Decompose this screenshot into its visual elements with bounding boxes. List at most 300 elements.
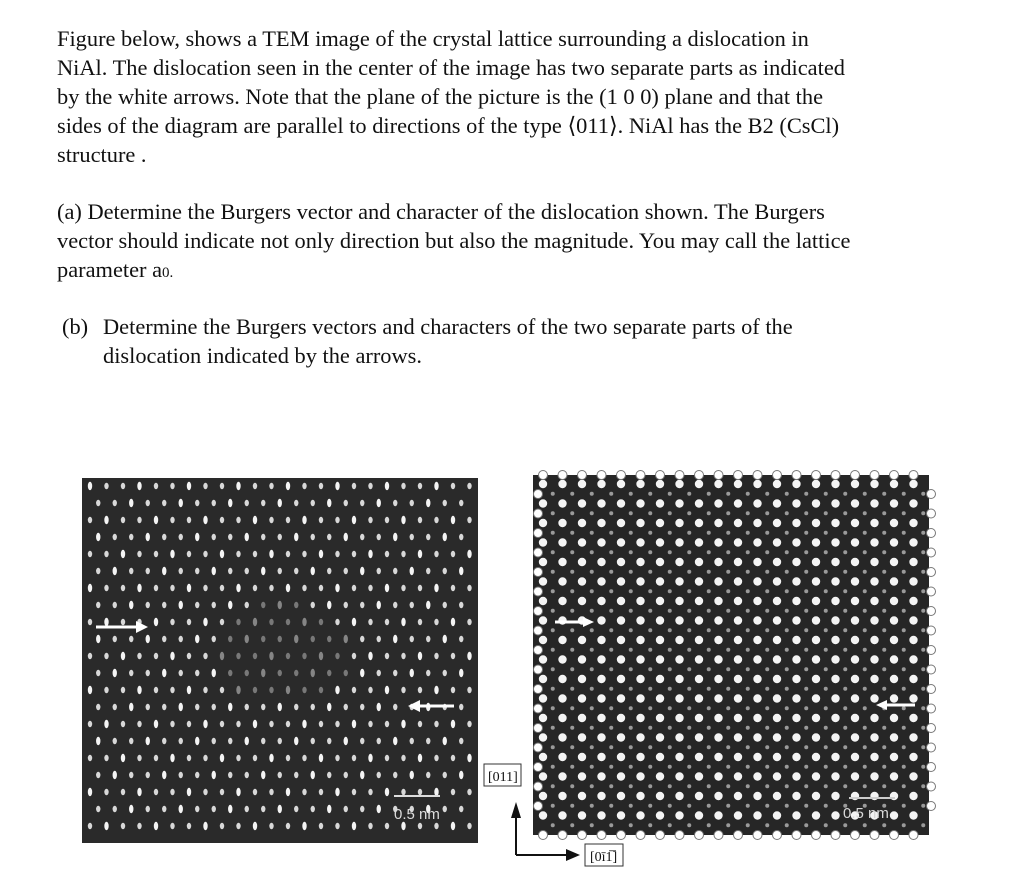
dim-atom-column (804, 589, 808, 593)
atom-column (96, 806, 100, 812)
bright-atom-column (812, 792, 820, 800)
atom-column (459, 534, 463, 540)
atom-column (459, 500, 463, 506)
bright-atom-column (812, 616, 820, 624)
bright-atom-column (675, 792, 683, 800)
edge-atom-circle (927, 548, 936, 557)
dim-atom-column (785, 726, 789, 730)
dim-atom-column (590, 687, 594, 691)
dim-atom-column (629, 492, 633, 496)
dim-atom-column (726, 726, 730, 730)
dim-atom-column (570, 745, 574, 749)
atom-column (129, 499, 133, 507)
edge-atom-circle (927, 704, 936, 713)
atom-column (459, 738, 463, 744)
atom-column (311, 771, 315, 779)
dim-atom-column (863, 550, 867, 554)
dim-atom-column (863, 765, 867, 769)
atom-column (377, 738, 381, 744)
dim-atom-column (863, 531, 867, 535)
dim-atom-column (687, 550, 691, 554)
dim-atom-column (609, 706, 613, 710)
bright-atom-column (636, 655, 644, 663)
bright-atom-column (714, 558, 722, 566)
dim-atom-column (785, 531, 789, 535)
bright-atom-column (734, 519, 742, 527)
dim-atom-column (746, 648, 750, 652)
atom-column (137, 686, 141, 694)
atom-column (434, 653, 438, 659)
dim-atom-column (629, 531, 633, 535)
dim-atom-column (590, 492, 594, 496)
dim-atom-column (863, 511, 867, 515)
edge-atom-circle (792, 831, 801, 840)
dim-atom-column (629, 745, 633, 749)
bright-atom-column (656, 694, 664, 702)
dim-atom-column (882, 726, 886, 730)
bright-atom-column (539, 577, 547, 585)
dim-atom-column (609, 589, 613, 593)
bright-atom-column (909, 753, 917, 761)
bright-atom-column (753, 772, 761, 780)
atom-column (269, 652, 273, 660)
bright-atom-column (578, 655, 586, 663)
atom-column (459, 771, 463, 779)
dim-atom-column (687, 765, 691, 769)
atom-column (393, 602, 397, 608)
dim-atom-column (765, 531, 769, 535)
atom-column (203, 618, 207, 626)
atom-column (245, 704, 249, 710)
atom-column (311, 806, 315, 812)
atom-column (302, 789, 306, 795)
dim-atom-column (882, 667, 886, 671)
atom-column (401, 551, 405, 557)
atom-column (418, 823, 422, 829)
atom-column (327, 601, 331, 609)
bright-atom-column (656, 655, 664, 663)
bright-atom-column (870, 519, 878, 527)
bright-atom-column (909, 636, 917, 644)
atom-column (344, 772, 348, 778)
dim-atom-column (785, 765, 789, 769)
atom-column (187, 551, 191, 557)
atom-column (294, 737, 298, 745)
atom-column (88, 482, 92, 490)
bright-atom-column (890, 519, 898, 527)
edge-atom-circle (714, 471, 723, 480)
atom-column (220, 517, 224, 523)
atom-column (385, 788, 389, 796)
bright-atom-column (695, 538, 703, 546)
edge-atom-circle (539, 471, 548, 480)
edge-atom-circle (927, 685, 936, 694)
edge-atom-circle (675, 471, 684, 480)
dim-atom-column (570, 667, 574, 671)
bright-atom-column (870, 714, 878, 722)
bright-atom-column (890, 636, 898, 644)
atom-column (294, 500, 298, 506)
atom-column (352, 755, 356, 761)
atom-column (104, 720, 108, 728)
atom-column (368, 483, 372, 489)
atom-column (368, 517, 372, 523)
dim-atom-column (921, 609, 925, 613)
edge-atom-circle (831, 471, 840, 480)
atom-column (129, 772, 133, 778)
atom-column (170, 517, 174, 523)
atom-column (377, 534, 381, 540)
bright-atom-column (695, 499, 703, 507)
bright-atom-column (578, 733, 586, 741)
atom-column (261, 567, 265, 575)
atom-column (286, 686, 290, 694)
atom-column (302, 516, 306, 524)
atom-column (451, 653, 455, 659)
edge-atom-circle (927, 743, 936, 752)
bright-atom-column (753, 558, 761, 566)
bright-atom-column (597, 577, 605, 585)
atom-column (261, 669, 265, 677)
bright-atom-column (695, 577, 703, 585)
bright-atom-column (831, 499, 839, 507)
atom-column (195, 568, 199, 574)
atom-column (253, 822, 257, 830)
atom-column (261, 636, 265, 642)
bright-atom-column (695, 636, 703, 644)
edge-atom-circle (534, 548, 543, 557)
edge-atom-circle (927, 509, 936, 518)
atom-column (162, 636, 166, 642)
dim-atom-column (726, 550, 730, 554)
bright-atom-column (870, 655, 878, 663)
atom-column (360, 602, 364, 608)
bright-atom-column (734, 733, 742, 741)
atom-column (327, 805, 331, 813)
edge-atom-circle (831, 831, 840, 840)
atom-column (113, 771, 117, 779)
dim-atom-column (551, 667, 555, 671)
bright-atom-column (909, 616, 917, 624)
bright-atom-column (675, 811, 683, 819)
dim-atom-column (609, 492, 613, 496)
atom-column (236, 721, 240, 727)
bright-atom-column (753, 616, 761, 624)
dim-atom-column (882, 784, 886, 788)
bright-atom-column (753, 733, 761, 741)
atom-column (410, 669, 414, 677)
dim-atom-column (804, 511, 808, 515)
atom-column (269, 789, 273, 795)
atom-column (344, 737, 348, 745)
atom-column (368, 823, 372, 829)
atom-column (434, 788, 438, 796)
atom-column (187, 788, 191, 796)
dim-atom-column (726, 609, 730, 613)
atom-column (170, 721, 174, 727)
edge-atom-circle (870, 831, 879, 840)
bright-atom-column (558, 733, 566, 741)
atom-column (195, 500, 199, 506)
dim-atom-column (590, 628, 594, 632)
dim-atom-column (668, 745, 672, 749)
bright-atom-column (714, 772, 722, 780)
atom-column (88, 721, 92, 727)
bright-atom-column (617, 675, 625, 683)
dim-atom-column (824, 687, 828, 691)
atom-column (278, 805, 282, 813)
atom-column (451, 483, 455, 489)
bright-atom-column (675, 714, 683, 722)
bright-atom-column (831, 538, 839, 546)
atom-column (426, 568, 430, 574)
atom-column (286, 823, 290, 829)
bright-atom-column (851, 499, 859, 507)
atom-column (129, 805, 133, 813)
atom-column (467, 823, 471, 829)
atom-column (245, 602, 249, 608)
atom-column (393, 670, 397, 676)
atom-column (385, 653, 389, 659)
atom-column (311, 636, 315, 642)
dim-atom-column (570, 531, 574, 535)
dim-atom-column (804, 745, 808, 749)
dim-atom-column (843, 589, 847, 593)
atom-column (179, 601, 183, 609)
atom-column (129, 601, 133, 609)
atom-column (88, 584, 92, 592)
atom-column (302, 720, 306, 728)
atom-column (154, 789, 158, 795)
atom-column (286, 551, 290, 557)
atom-column (179, 499, 183, 507)
dim-atom-column (863, 823, 867, 827)
atom-column (88, 653, 92, 659)
edge-atom-circle (734, 471, 743, 480)
atom-column (294, 806, 298, 812)
dim-atom-column (902, 589, 906, 593)
edge-atom-circle (734, 831, 743, 840)
atom-column (253, 618, 257, 626)
bright-atom-column (539, 636, 547, 644)
atom-column (385, 755, 389, 761)
atom-column (418, 754, 422, 762)
bright-atom-column (792, 792, 800, 800)
bright-atom-column (890, 694, 898, 702)
dim-atom-column (921, 667, 925, 671)
atom-column (96, 602, 100, 608)
atom-column (137, 788, 141, 796)
bright-atom-column (617, 636, 625, 644)
dim-atom-column (726, 784, 730, 788)
atom-column (212, 806, 216, 812)
atom-column (443, 670, 447, 676)
atom-column (236, 823, 240, 829)
dim-atom-column (863, 609, 867, 613)
atom-column (360, 636, 364, 642)
dim-atom-column (843, 550, 847, 554)
atom-column (228, 703, 232, 711)
atom-column (121, 721, 125, 727)
bright-atom-column (792, 714, 800, 722)
dim-atom-column (707, 570, 711, 574)
atom-column (253, 585, 257, 591)
bright-atom-column (890, 811, 898, 819)
atom-column (162, 602, 166, 608)
edge-atom-circle (597, 471, 606, 480)
edge-atom-circle (534, 724, 543, 733)
dim-atom-column (765, 784, 769, 788)
dim-atom-column (804, 687, 808, 691)
bright-atom-column (734, 538, 742, 546)
bright-atom-column (675, 733, 683, 741)
dim-atom-column (902, 492, 906, 496)
bright-atom-column (597, 675, 605, 683)
bright-atom-column (675, 636, 683, 644)
dim-atom-column (863, 628, 867, 632)
bright-atom-column (734, 714, 742, 722)
atom-column (311, 567, 315, 575)
atom-column (228, 499, 232, 507)
bright-atom-column (812, 480, 820, 488)
edge-atom-circle (753, 471, 762, 480)
bright-atom-column (890, 558, 898, 566)
atom-column (335, 584, 339, 592)
atom-column (344, 806, 348, 812)
atom-column (467, 550, 471, 558)
atom-column (311, 738, 315, 744)
atom-column (368, 789, 372, 795)
bright-atom-column (831, 597, 839, 605)
bright-atom-column (656, 792, 664, 800)
dim-atom-column (765, 492, 769, 496)
bright-atom-column (539, 694, 547, 702)
atom-column (146, 635, 150, 643)
dim-atom-column (843, 706, 847, 710)
atom-column (137, 482, 141, 490)
atom-column (418, 585, 422, 591)
dim-atom-column (882, 745, 886, 749)
dim-atom-column (668, 609, 672, 613)
bright-atom-column (851, 694, 859, 702)
bright-atom-column (792, 519, 800, 527)
question-b-line-1 (62, 312, 942, 341)
bright-atom-column (773, 655, 781, 663)
dim-atom-column (570, 706, 574, 710)
bright-atom-column (695, 714, 703, 722)
bright-atom-column (812, 558, 820, 566)
dim-atom-column (687, 609, 691, 613)
dim-atom-column (843, 511, 847, 515)
atom-column (245, 635, 249, 643)
dim-atom-column (687, 492, 691, 496)
bright-atom-column (656, 772, 664, 780)
atom-column (228, 670, 232, 676)
dim-atom-column (902, 706, 906, 710)
dim-atom-column (824, 667, 828, 671)
dim-atom-column (804, 648, 808, 652)
bright-atom-column (792, 694, 800, 702)
dim-atom-column (902, 531, 906, 535)
bright-atom-column (890, 733, 898, 741)
edge-atom-circle (675, 831, 684, 840)
tem-image-left (82, 478, 478, 843)
edge-atom-circle (534, 587, 543, 596)
bright-atom-column (578, 577, 586, 585)
bright-atom-column (851, 616, 859, 624)
dim-atom-column (843, 531, 847, 535)
bright-atom-column (831, 675, 839, 683)
atom-column (377, 636, 381, 642)
bright-atom-column (617, 655, 625, 663)
atom-column (220, 687, 224, 693)
atom-column (195, 670, 199, 676)
atom-column (212, 636, 216, 642)
atom-column (344, 670, 348, 676)
dim-atom-column (551, 589, 555, 593)
bright-atom-column (792, 597, 800, 605)
atom-column (443, 533, 447, 541)
bright-atom-column (636, 538, 644, 546)
bright-atom-column (870, 558, 878, 566)
bright-atom-column (792, 636, 800, 644)
dim-atom-column (687, 667, 691, 671)
bright-atom-column (656, 519, 664, 527)
bright-atom-column (753, 811, 761, 819)
dim-atom-column (785, 511, 789, 515)
dim-atom-column (746, 550, 750, 554)
dim-atom-column (882, 492, 886, 496)
bright-atom-column (636, 519, 644, 527)
edge-atom-circle (534, 607, 543, 616)
bright-atom-column (656, 538, 664, 546)
bright-atom-column (792, 558, 800, 566)
atom-column (467, 687, 471, 693)
atom-column (426, 738, 430, 744)
dim-atom-column (921, 745, 925, 749)
atom-column (418, 652, 422, 660)
dim-atom-column (648, 511, 652, 515)
atom-column (96, 772, 100, 778)
dim-atom-column (765, 511, 769, 515)
bright-atom-column (773, 733, 781, 741)
atom-column (302, 585, 306, 591)
bright-atom-column (890, 616, 898, 624)
dim-atom-column (902, 687, 906, 691)
atom-column (401, 822, 405, 830)
atom-column (137, 721, 141, 727)
atom-column (434, 482, 438, 490)
atom-column (228, 805, 232, 813)
atom-column (220, 550, 224, 558)
bright-atom-column (870, 753, 878, 761)
atom-column (203, 585, 207, 591)
bright-atom-column (597, 714, 605, 722)
edge-atom-circle (927, 626, 936, 635)
dim-atom-column (570, 492, 574, 496)
atom-column (410, 567, 414, 575)
dim-atom-column (824, 609, 828, 613)
atom-column (401, 653, 405, 659)
atom-column (319, 585, 323, 591)
bright-atom-column (578, 675, 586, 683)
dim-atom-column (824, 745, 828, 749)
dim-atom-column (902, 667, 906, 671)
bright-atom-column (695, 655, 703, 663)
dim-atom-column (882, 648, 886, 652)
atom-column (96, 737, 100, 745)
dim-atom-column (687, 589, 691, 593)
